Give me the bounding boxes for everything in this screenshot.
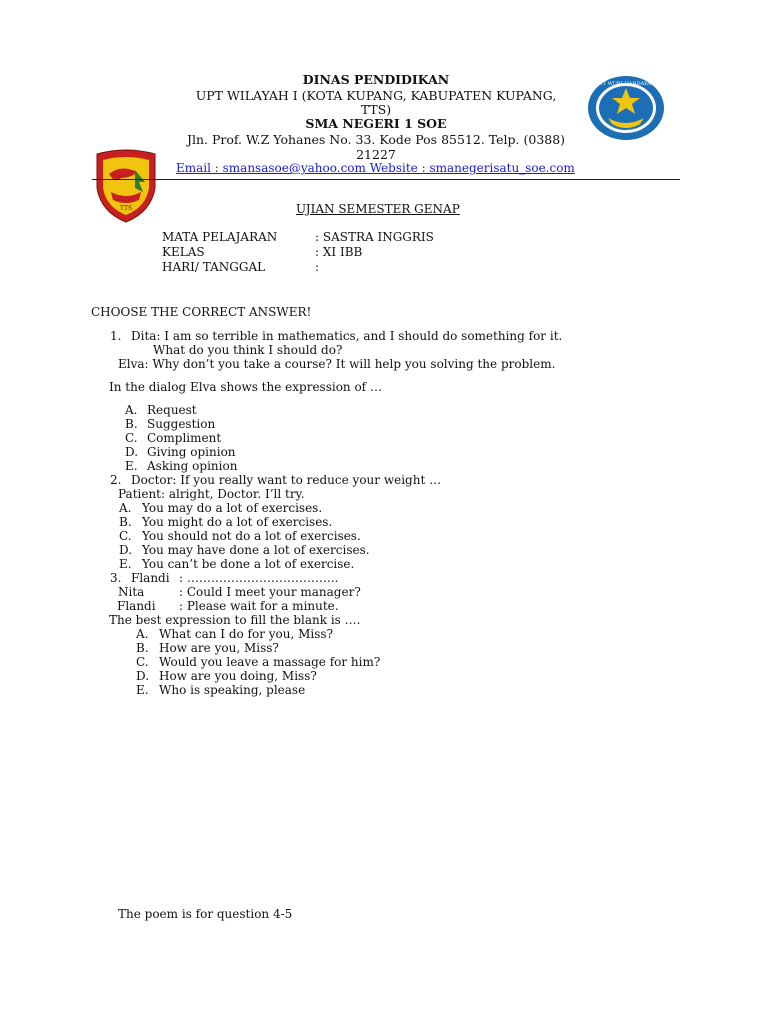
q1-question: In the dialog Elva shows the expression of … (109, 380, 382, 394)
info-label-date: HARI/ TANGGAL (162, 260, 266, 274)
q1-option-a[interactable]: Request (147, 403, 197, 417)
q1-option-letter: D. (125, 445, 139, 459)
q3-number: 3. (110, 571, 122, 585)
q3-dialog-line: : ……………………………….. (179, 571, 339, 585)
q3-option-d[interactable]: How are you doing, Miss? (159, 669, 317, 683)
q1-option-letter: C. (125, 431, 138, 445)
q2-option-a[interactable]: You may do a lot of exercises. (142, 501, 323, 515)
q2-option-letter: A. (119, 501, 132, 515)
q3-option-letter: A. (136, 627, 149, 641)
header-agency: DINAS PENDIDIKAN (302, 72, 450, 87)
q2-option-letter: C. (119, 529, 132, 543)
q2-option-letter: B. (119, 515, 132, 529)
header-divider (92, 179, 680, 180)
q1-option-letter: E. (125, 459, 138, 473)
q3-option-letter: B. (136, 641, 149, 655)
poem-note: The poem is for question 4-5 (118, 907, 293, 921)
q3-option-letter: E. (136, 683, 149, 697)
q1-dialog-line: What do you think I should do? (153, 343, 343, 357)
header-address: Jln. Prof. W.Z Yohanes No. 33. Kode Pos 85512. Telp. (0388) (186, 132, 566, 147)
logo-motto-text: TUT WURI HANDAYANI (595, 81, 657, 87)
q3-option-e[interactable]: Who is speaking, please (159, 683, 306, 697)
q2-option-b[interactable]: You might do a lot of exercises. (142, 515, 333, 529)
q3-question: The best expression to fill the blank is …. (109, 613, 361, 627)
q2-dialog-line: Doctor: If you really want to reduce your weight … (131, 473, 442, 487)
q1-option-b[interactable]: Suggestion (147, 417, 216, 431)
q1-option-letter: B. (125, 417, 138, 431)
header-address-cont: 21227 (356, 147, 396, 162)
header-contact-link[interactable]: Email : smansasoe@yahoo.com Website : smanegerisatu_soe.com (176, 161, 575, 175)
crest-text: TTS (119, 205, 133, 212)
q3-option-b[interactable]: How are you, Miss? (159, 641, 279, 655)
q1-dialog-line: Dita: I am so terrible in mathematics, and I should do something for it. (131, 329, 563, 343)
q1-option-e[interactable]: Asking opinion (147, 459, 238, 473)
info-label-class: KELAS (162, 245, 205, 259)
exam-title: UJIAN SEMESTER GENAP (296, 202, 460, 216)
q2-option-e[interactable]: You can’t be done a lot of exercise. (142, 557, 355, 571)
regency-crest-logo (91, 148, 161, 224)
q3-option-a[interactable]: What can I do for you, Miss? (159, 627, 333, 641)
q1-option-letter: A. (125, 403, 138, 417)
info-label-subject: MATA PELAJARAN (162, 230, 278, 244)
q2-option-d[interactable]: You may have done a lot of exercises. (142, 543, 370, 557)
q3-option-c[interactable]: Would you leave a massage for him? (159, 655, 381, 669)
instruction: CHOOSE THE CORRECT ANSWER! (91, 305, 312, 319)
q2-option-c[interactable]: You should not do a lot of exercises. (142, 529, 361, 543)
info-value-date: : (315, 260, 320, 274)
header-unit: UPT WILAYAH I (KOTA KUPANG, KABUPATEN KUPANG, (195, 88, 557, 103)
header-school-name: SMA NEGERI 1 SOE (305, 116, 447, 131)
q3-option-letter: C. (136, 655, 149, 669)
q3-dialog-line: : Please wait for a minute. (179, 599, 339, 613)
info-value-subject: : SASTRA INGGRIS (315, 230, 434, 244)
q1-option-d[interactable]: Giving opinion (147, 445, 236, 459)
q3-option-letter: D. (136, 669, 150, 683)
q2-option-letter: D. (119, 543, 133, 557)
header-unit-cont: TTS) (360, 102, 392, 117)
q2-number: 2. (110, 473, 122, 487)
info-value-class: : XI IBB (315, 245, 363, 259)
q1-number: 1. (110, 329, 122, 343)
q3-speaker: Flandi (131, 571, 170, 585)
q2-dialog-line: Patient: alright, Doctor. I’ll try. (118, 487, 305, 501)
q1-dialog-line: Elva: Why don’t you take a course? It will help you solving the problem. (118, 357, 556, 371)
q3-speaker: Flandi (117, 599, 156, 613)
q2-option-letter: E. (119, 557, 132, 571)
q3-speaker: Nita (118, 585, 145, 599)
q1-option-c[interactable]: Compliment (147, 431, 222, 445)
q3-dialog-line: : Could I meet your manager? (179, 585, 361, 599)
tut-wuri-handayani-logo (586, 74, 666, 142)
